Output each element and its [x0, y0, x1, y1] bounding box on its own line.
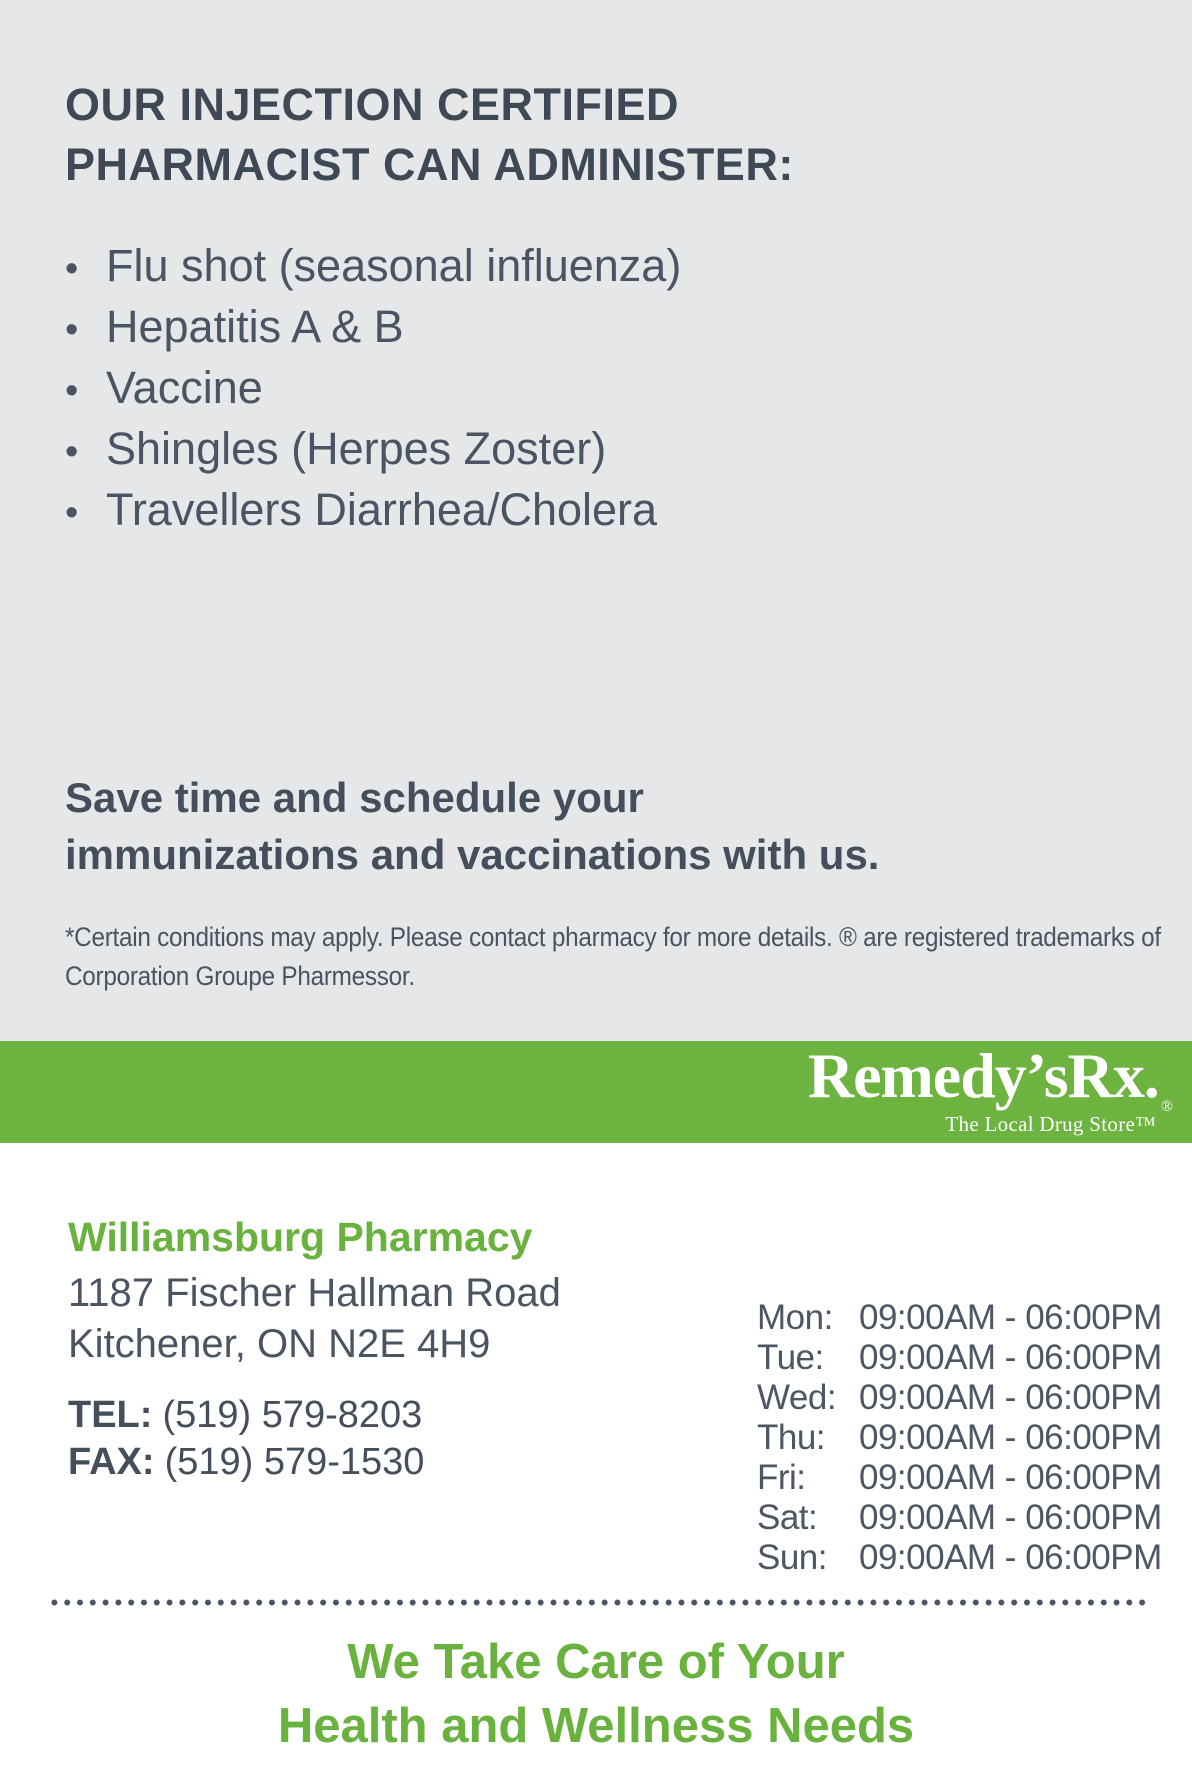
hours-time: 09:00AM - 06:00PM [859, 1458, 1162, 1497]
bullet-dot-icon: • [65, 492, 79, 534]
footer-tagline [0, 1630, 1192, 1758]
list-item-label: Travellers Diarrhea/Cholera [106, 484, 658, 535]
disclaimer-line1: *Certain conditions may apply. Please contact pharmacy for more details. ® are registered trademarks of [65, 922, 1161, 952]
bullet-dot-icon: • [65, 431, 79, 473]
hours-day: Fri: [757, 1458, 806, 1497]
hours-day: Tue: [757, 1338, 824, 1377]
hours-time: 09:00AM - 06:00PM [859, 1298, 1162, 1337]
logo-text: Remedy’sRx. [807, 1040, 1159, 1111]
hours-row [757, 1378, 1162, 1418]
hours-row [757, 1338, 1162, 1378]
list-item-label: Flu shot (seasonal influenza) [106, 240, 682, 291]
footer-tagline-line1: We Take Care of Your [347, 1635, 845, 1689]
hours-time: 09:00AM - 06:00PM [859, 1418, 1162, 1457]
address-line1: 1187 Fischer Hallman Road [68, 1271, 561, 1315]
fax-label: FAX: [68, 1441, 155, 1483]
tel-label: TEL: [68, 1394, 153, 1436]
store-hours [757, 1298, 1162, 1578]
footer-tagline-line2: Health and Wellness Needs [277, 1699, 915, 1753]
hours-row [757, 1298, 1162, 1338]
list-item [65, 421, 681, 480]
cta-line1: Save time and schedule your [65, 774, 644, 821]
pharmacy-phones [68, 1392, 424, 1486]
hours-row [757, 1458, 1162, 1498]
pharmacy-address [68, 1268, 561, 1370]
tel-line [68, 1392, 424, 1439]
brand-banner [0, 1041, 1192, 1143]
pharmacy-name: Williamsburg Pharmacy [68, 1214, 533, 1260]
promo-heading-line1: OUR INJECTION CERTIFIED [65, 79, 680, 130]
fax-value: (519) 579-1530 [164, 1441, 425, 1483]
list-item [65, 360, 681, 419]
dotted-divider [48, 1598, 1148, 1607]
hours-row [757, 1418, 1162, 1458]
vaccine-list [65, 238, 681, 543]
hours-day: Sat: [757, 1498, 818, 1537]
hours-time: 09:00AM - 06:00PM [859, 1378, 1162, 1417]
hours-row [757, 1538, 1162, 1578]
tel-value: (519) 579-8203 [162, 1394, 423, 1436]
bullet-dot-icon: • [65, 370, 79, 412]
hours-time: 09:00AM - 06:00PM [859, 1338, 1162, 1377]
hours-day: Sun: [757, 1538, 827, 1577]
list-item-label: Hepatitis A & B [106, 301, 404, 352]
address-line2: Kitchener, ON N2E 4H9 [68, 1322, 491, 1366]
hours-time: 09:00AM - 06:00PM [859, 1538, 1162, 1577]
list-item-label: Shingles (Herpes Zoster) [106, 423, 607, 474]
hours-day: Wed: [757, 1378, 837, 1417]
disclaimer-text [65, 918, 1161, 996]
list-item [65, 482, 681, 541]
list-item [65, 238, 681, 297]
cta-line2: immunizations and vaccinations with us. [65, 831, 880, 878]
fax-line [68, 1439, 424, 1486]
cta-text [65, 769, 879, 883]
list-item [65, 299, 681, 358]
hours-day: Thu: [757, 1418, 826, 1457]
remedysrx-logo [807, 1040, 1172, 1137]
promo-heading-line2: PHARMACIST CAN ADMINISTER: [65, 139, 794, 190]
disclaimer-line2: Corporation Groupe Pharmessor. [65, 961, 415, 991]
hours-time: 09:00AM - 06:00PM [859, 1498, 1162, 1537]
hours-row [757, 1498, 1162, 1538]
registered-mark-icon: ® [1160, 1098, 1172, 1115]
list-item-label: Vaccine [106, 362, 263, 413]
bullet-dot-icon: • [65, 309, 79, 351]
promo-heading [65, 75, 794, 195]
logo-tagline: The Local Drug Store™ [945, 1112, 1156, 1136]
hours-day: Mon: [757, 1298, 833, 1337]
bullet-dot-icon: • [65, 248, 79, 290]
